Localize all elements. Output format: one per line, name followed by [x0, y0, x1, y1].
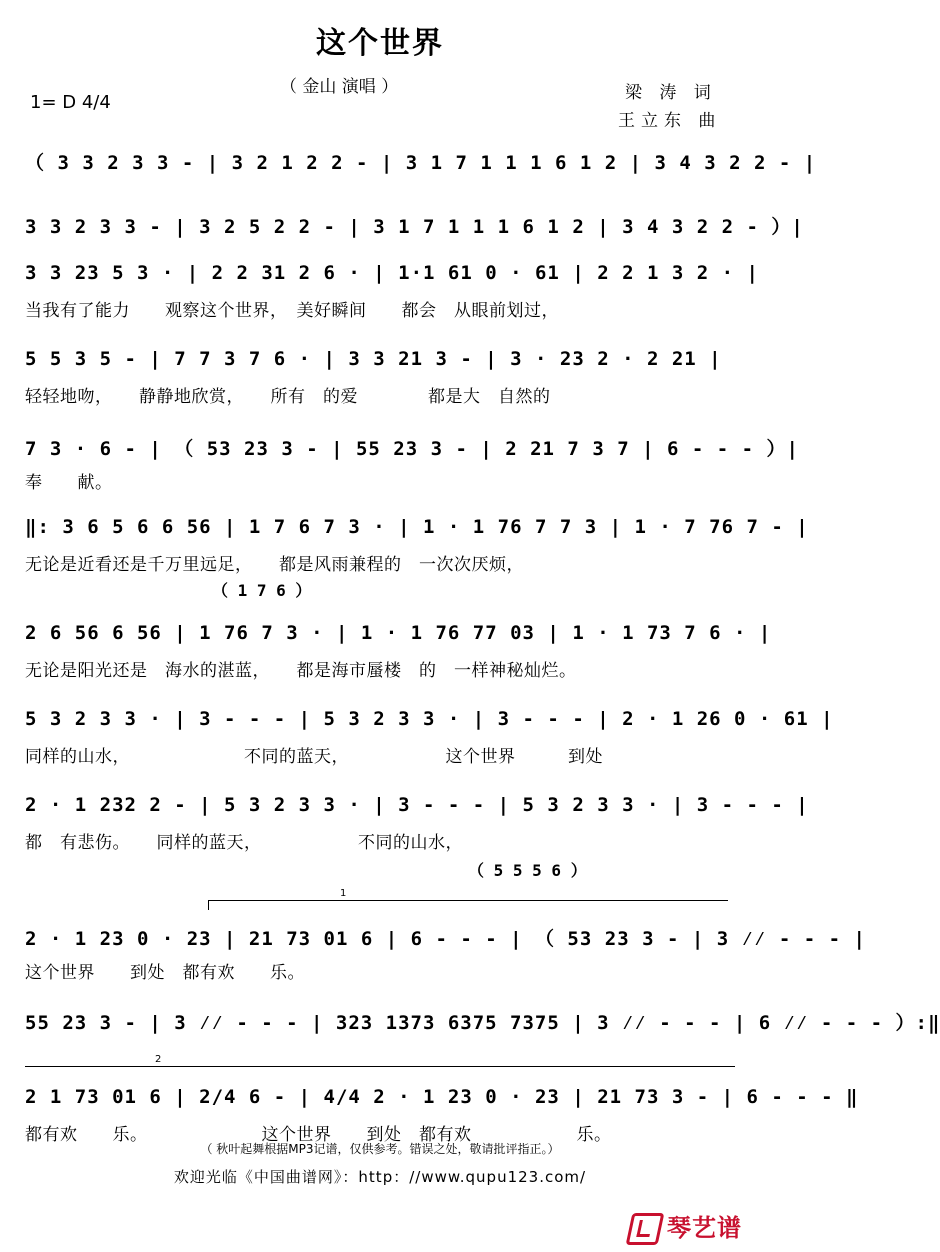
- score-line-8: 5 3 2 3 3 · | 3 - - - | 5 3 2 3 3 · | 3 - - - | 2 · 1 26 0 · 61 |: [25, 708, 834, 730]
- volta-number-1: 1: [340, 888, 347, 899]
- alt-notes-2: （ 5 5 5 6 ）: [468, 861, 587, 880]
- page-title: 这个世界: [316, 26, 444, 61]
- score-line-6: ‖: 3 6 5 6 6 56 | 1 7 6 7 3 · | 1 · 1 76 7 7 3 | 1 · 7 76 7 - |: [25, 516, 809, 538]
- brand-logo-icon: [626, 1213, 665, 1245]
- alt-notes-1: （ 1 7 6 ）: [212, 581, 312, 600]
- score-line-4: 5 5 3 5 - | 7 7 3 7 6 · | 3 3 21 3 - | 3 · 23 2 · 2 21 |: [25, 348, 722, 370]
- score-line-11: 55 23 3 - | 3 ⁄⁄ - - - | 323 1373 6375 7375 | 3 ⁄⁄ - - - | 6 ⁄⁄ - - - ）:‖: [25, 1012, 940, 1034]
- composer-credit: 王立东 曲: [618, 111, 722, 131]
- score-line-2: 3 3 2 3 3 - | 3 2 5 2 2 - | 3 1 7 1 1 1 6 1 2 | 3 4 3 2 2 - ）|: [25, 216, 804, 238]
- score-line-5: 7 3 · 6 - | （ 53 23 3 - | 55 23 3 - | 2 21 7 3 7 | 6 - - - ）|: [25, 438, 799, 460]
- score-line-9: 2 · 1 232 2 - | 5 3 2 3 3 · | 3 - - - | 5 3 2 3 3 · | 3 - - - |: [25, 794, 809, 816]
- brand-name: 琴艺谱: [667, 1214, 742, 1242]
- lyric-line-1: 当我有了能力 观察这个世界， 美好瞬间 都会 从眼前划过，: [25, 301, 559, 321]
- volta-number-2: 2: [155, 1054, 162, 1065]
- volta-bracket-1-edge: [208, 900, 209, 910]
- lyricist-credit: 梁 涛 词: [625, 83, 717, 103]
- transcription-note: （ 秋叶起舞根据MP3记谱，仅供参考。错误之处，敬请批评指正。）: [200, 1142, 560, 1156]
- lyric-line-4: 无论是近看还是千万里远足， 都是风雨兼程的 一次次厌烦，: [25, 555, 524, 575]
- performer-subtitle: （ 金山 演唱 ）: [280, 77, 399, 97]
- key-signature: 1= D 4/4: [30, 92, 111, 113]
- score-line-3: 3 3 23 5 3 · | 2 2 31 2 6 · | 1·1 61 0 · 61 | 2 2 1 3 2 · |: [25, 262, 759, 284]
- brand-logo: [629, 1208, 742, 1245]
- lyric-line-5: 无论是阳光还是 海水的湛蓝， 都是海市蜃楼 的 一样神秘灿烂。: [25, 661, 577, 681]
- site-link[interactable]: 欢迎光临《中国曲谱网》：http：//www.qupu123.com/: [173, 1168, 587, 1186]
- lyric-line-9: 都有欢 乐。 这个世界 到处 都有欢 乐。: [25, 1125, 612, 1145]
- volta-bracket-1: [208, 900, 728, 901]
- score-line-12: 2 1 73 01 6 | 2/4 6 - | 4/4 2 · 1 23 0 · 23 | 21 73 3 - | 6 - - - ‖: [25, 1086, 859, 1108]
- lyric-line-6: 同样的山水， 不同的蓝天， 这个世界 到处: [25, 747, 603, 767]
- score-line-7: 2 6 56 6 56 | 1 76 7 3 · | 1 · 1 76 77 03 | 1 · 1 73 7 6 · |: [25, 622, 772, 644]
- lyric-line-8: 这个世界 到处 都有欢 乐。: [25, 963, 305, 983]
- score-line-10: 2 · 1 23 0 · 23 | 21 73 01 6 | 6 - - - | （ 53 23 3 - | 3 ⁄⁄ - - - |: [25, 928, 866, 950]
- lyric-line-7: 都 有悲伤。 同样的蓝天， 不同的山水，: [25, 833, 463, 853]
- lyric-line-3: 奉 献。: [25, 473, 113, 493]
- lyric-line-2: 轻轻地吻， 静静地欣赏， 所有 的爱 都是大 自然的: [25, 387, 551, 407]
- volta-bracket-2: [25, 1066, 735, 1067]
- score-line-1: （ 3 3 2 3 3 - | 3 2 1 2 2 - | 3 1 7 1 1 1 6 1 2 | 3 4 3 2 2 - |: [25, 152, 817, 174]
